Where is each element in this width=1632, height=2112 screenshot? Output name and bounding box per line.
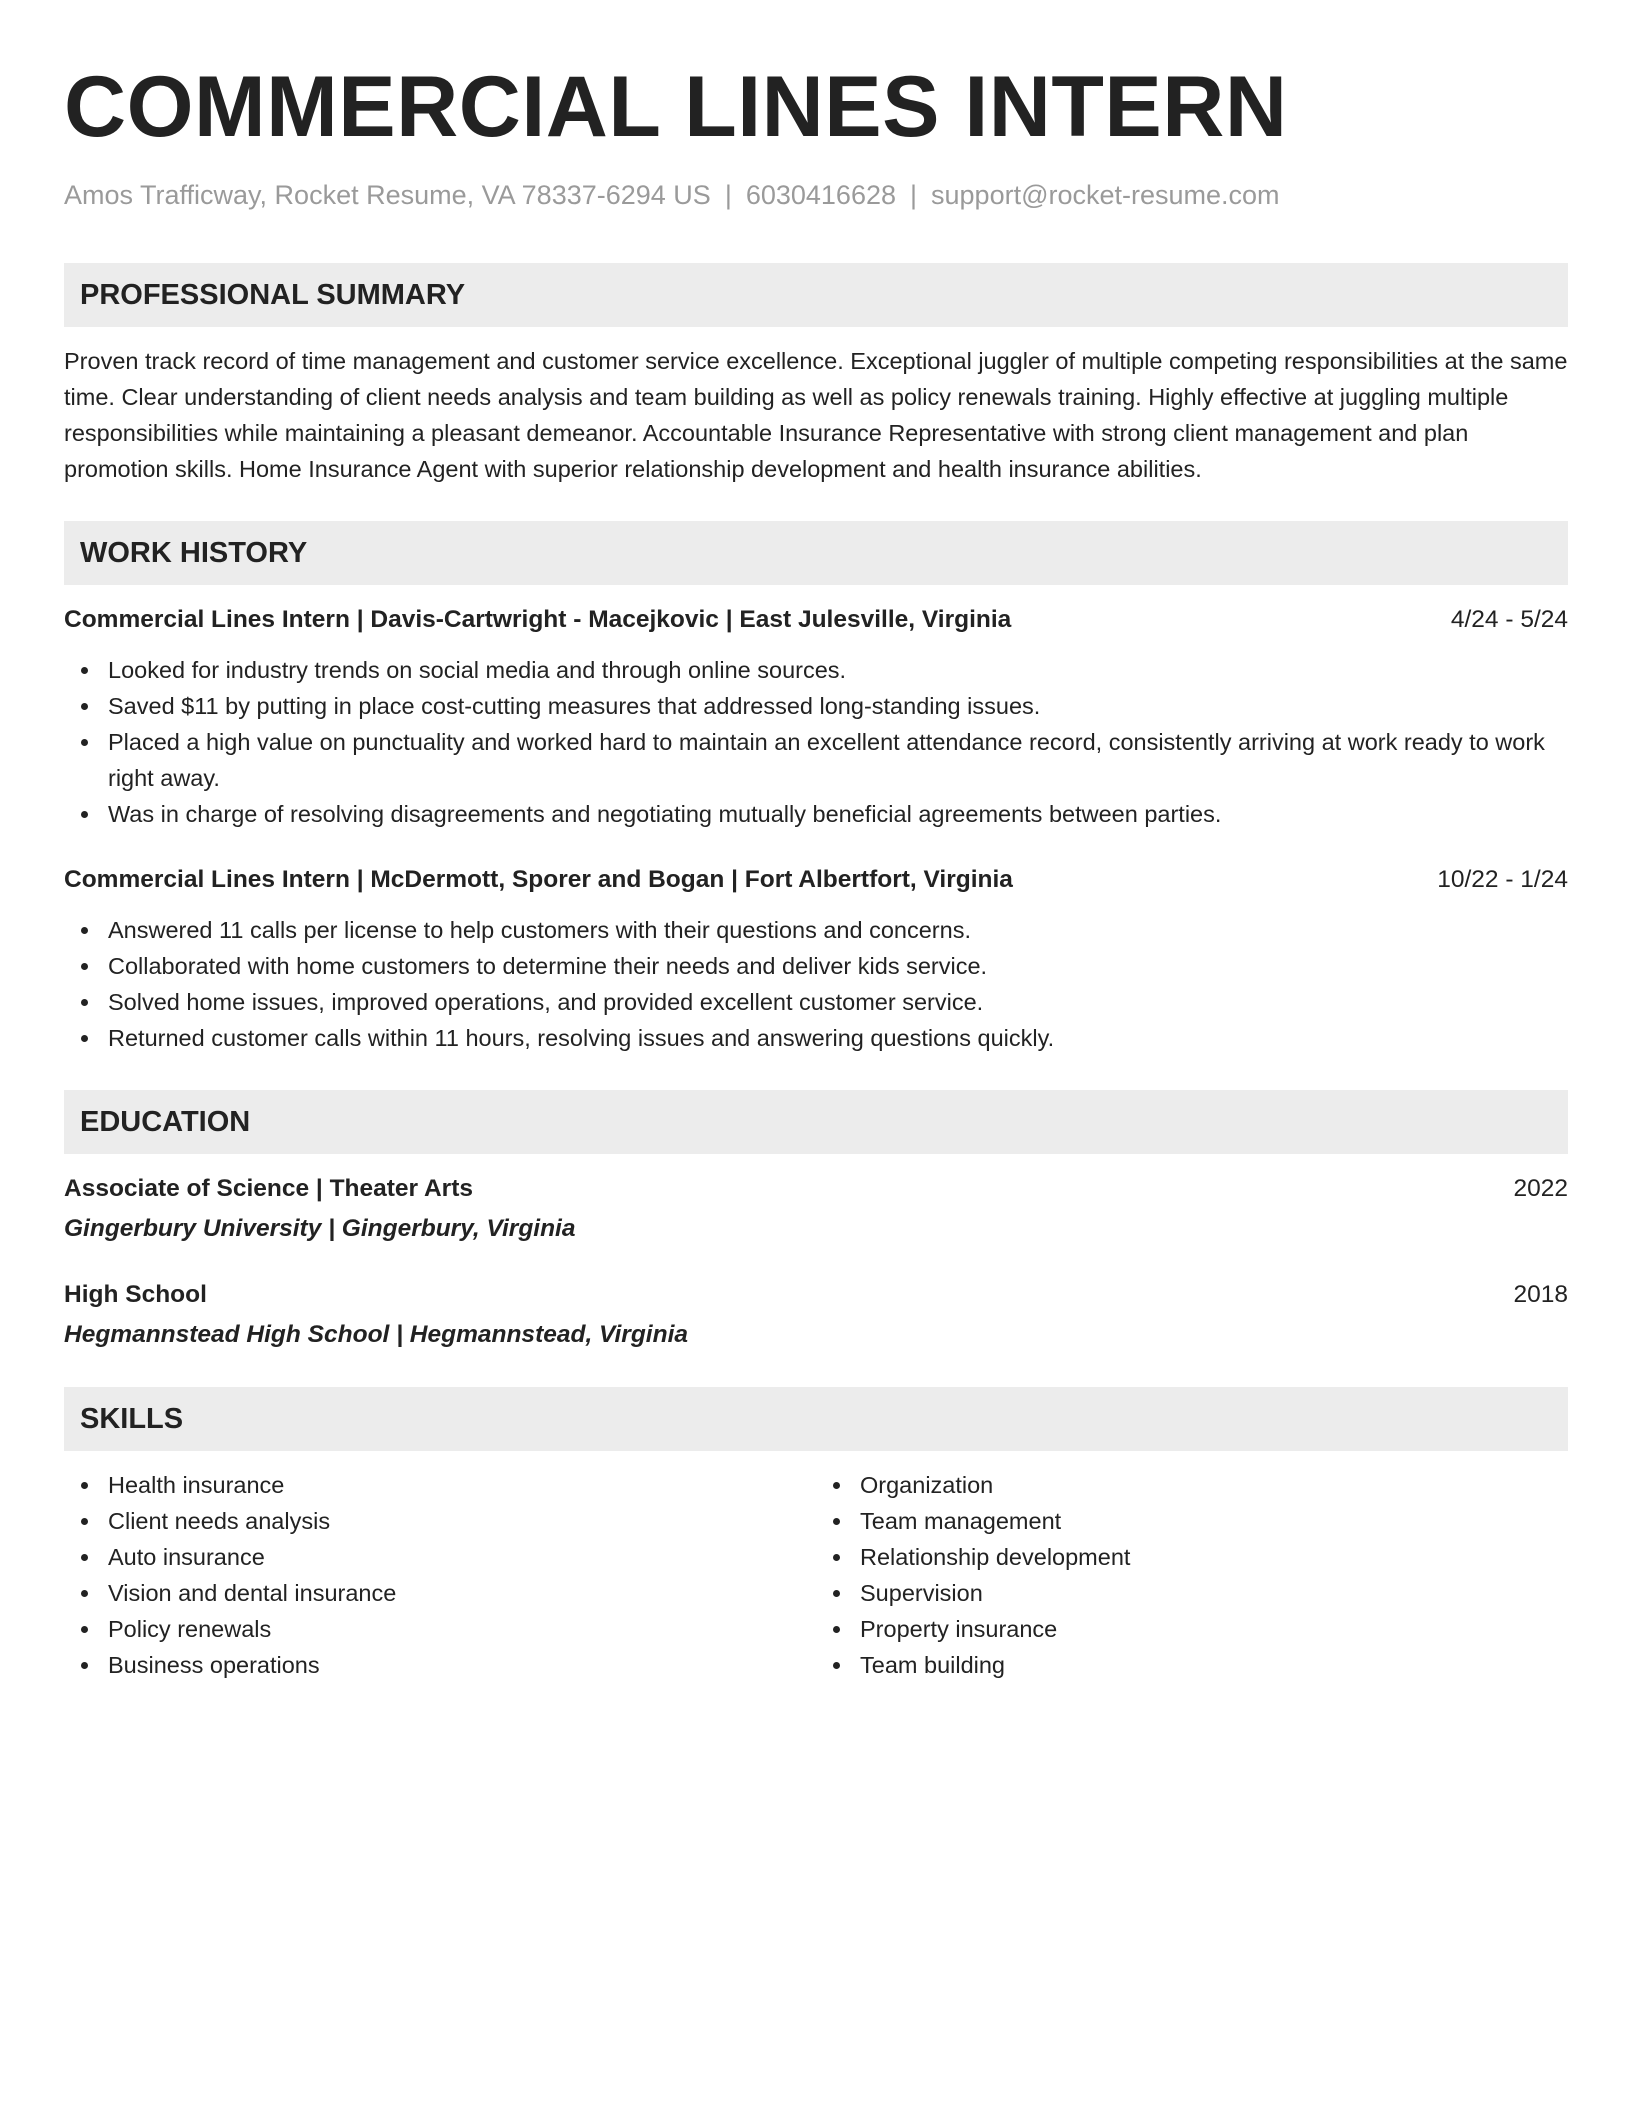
contact-email: support@rocket-resume.com — [931, 180, 1280, 210]
job-bullet: Answered 11 calls per license to help customers with their questions and concerns. — [64, 912, 1568, 948]
job-title: Commercial Lines Intern | McDermott, Sporer and Bogan | Fort Albertfort, Virginia — [64, 866, 1013, 893]
job-bullet: Was in charge of resolving disagreements and negotiating mutually beneficial agreements between parties. — [64, 796, 1568, 832]
education-degree: High School — [64, 1281, 207, 1308]
job-dates: 4/24 - 5/24 — [1450, 606, 1568, 633]
section-heading-skills: SKILLS — [64, 1387, 1568, 1451]
candidate-name: COMMERCIAL LINES INTERN — [64, 59, 1288, 155]
education-school: Gingerbury University | Gingerbury, Virginia — [64, 1215, 576, 1242]
section-heading-education: EDUCATION — [64, 1090, 1568, 1154]
skill-item: Business operations — [64, 1647, 816, 1683]
skills-column-left — [64, 1467, 816, 1683]
job-entry — [64, 602, 1568, 832]
section-heading-work-history: WORK HISTORY — [64, 521, 1568, 585]
skills-bullets — [64, 1467, 816, 1683]
job-bullet: Collaborated with home customers to determine their needs and deliver kids service. — [64, 948, 1568, 984]
contact-address: Amos Trafficway, Rocket Resume, VA 78337-6294 US — [64, 180, 711, 210]
skill-item: Team management — [816, 1503, 1568, 1539]
skill-item: Team building — [816, 1647, 1568, 1683]
job-bullets — [64, 912, 1568, 1056]
education-entry — [64, 1277, 1568, 1353]
section-heading-summary: PROFESSIONAL SUMMARY — [64, 263, 1568, 327]
skill-item: Organization — [816, 1467, 1568, 1503]
education-school: Hegmannstead High School | Hegmannstead, Virginia — [64, 1321, 688, 1348]
skill-item: Health insurance — [64, 1467, 816, 1503]
summary-text: Proven track record of time management and customer service excellence. Exceptional juggler of multiple competing responsibilities at the same time. Clear understanding of client needs analysis and team building as well as policy renewals training. Highly effective at juggling multiple responsibilities while maintaining a pleasant demeanor. Accountable Insurance Representative with strong client management and plan promotion skills. Home Insurance Agent with superior relationship development and health insurance abilities. — [64, 348, 1568, 482]
skill-item: Client needs analysis — [64, 1503, 816, 1539]
job-header — [64, 602, 1568, 638]
skills-bullets — [816, 1467, 1568, 1683]
contact-line — [64, 177, 1568, 213]
education-header — [64, 1277, 1568, 1313]
job-bullets — [64, 652, 1568, 832]
skill-item: Vision and dental insurance — [64, 1575, 816, 1611]
education-degree: Associate of Science | Theater Arts — [64, 1175, 473, 1202]
skill-item: Property insurance — [816, 1611, 1568, 1647]
job-bullet: Placed a high value on punctuality and worked hard to maintain an excellent attendance record, consistently arriving at work ready to work right away. — [64, 724, 1568, 796]
job-bullet: Saved $11 by putting in place cost-cutting measures that addressed long-standing issues. — [64, 688, 1568, 724]
education-year: 2022 — [1513, 1175, 1568, 1202]
contact-separator: | — [910, 180, 918, 210]
skills-list — [64, 1467, 1568, 1683]
job-dates: 10/22 - 1/24 — [1437, 866, 1568, 893]
skill-item: Supervision — [816, 1575, 1568, 1611]
contact-separator: | — [724, 180, 732, 210]
job-title: Commercial Lines Intern | Davis-Cartwright - Macejkovic | East Julesville, Virginia — [64, 606, 1012, 633]
skill-item: Policy renewals — [64, 1611, 816, 1647]
education-header — [64, 1171, 1568, 1207]
skill-item: Relationship development — [816, 1539, 1568, 1575]
job-bullet: Solved home issues, improved operations, and provided excellent customer service. — [64, 984, 1568, 1020]
job-bullet: Looked for industry trends on social media and through online sources. — [64, 652, 1568, 688]
job-bullet: Returned customer calls within 11 hours, resolving issues and answering questions quickly. — [64, 1020, 1568, 1056]
skills-column-right — [816, 1467, 1568, 1683]
contact-phone: 6030416628 — [745, 180, 896, 210]
skill-item: Auto insurance — [64, 1539, 816, 1575]
education-entry — [64, 1171, 1568, 1247]
education-year: 2018 — [1513, 1281, 1568, 1308]
job-header — [64, 862, 1568, 898]
job-entry — [64, 862, 1568, 1056]
